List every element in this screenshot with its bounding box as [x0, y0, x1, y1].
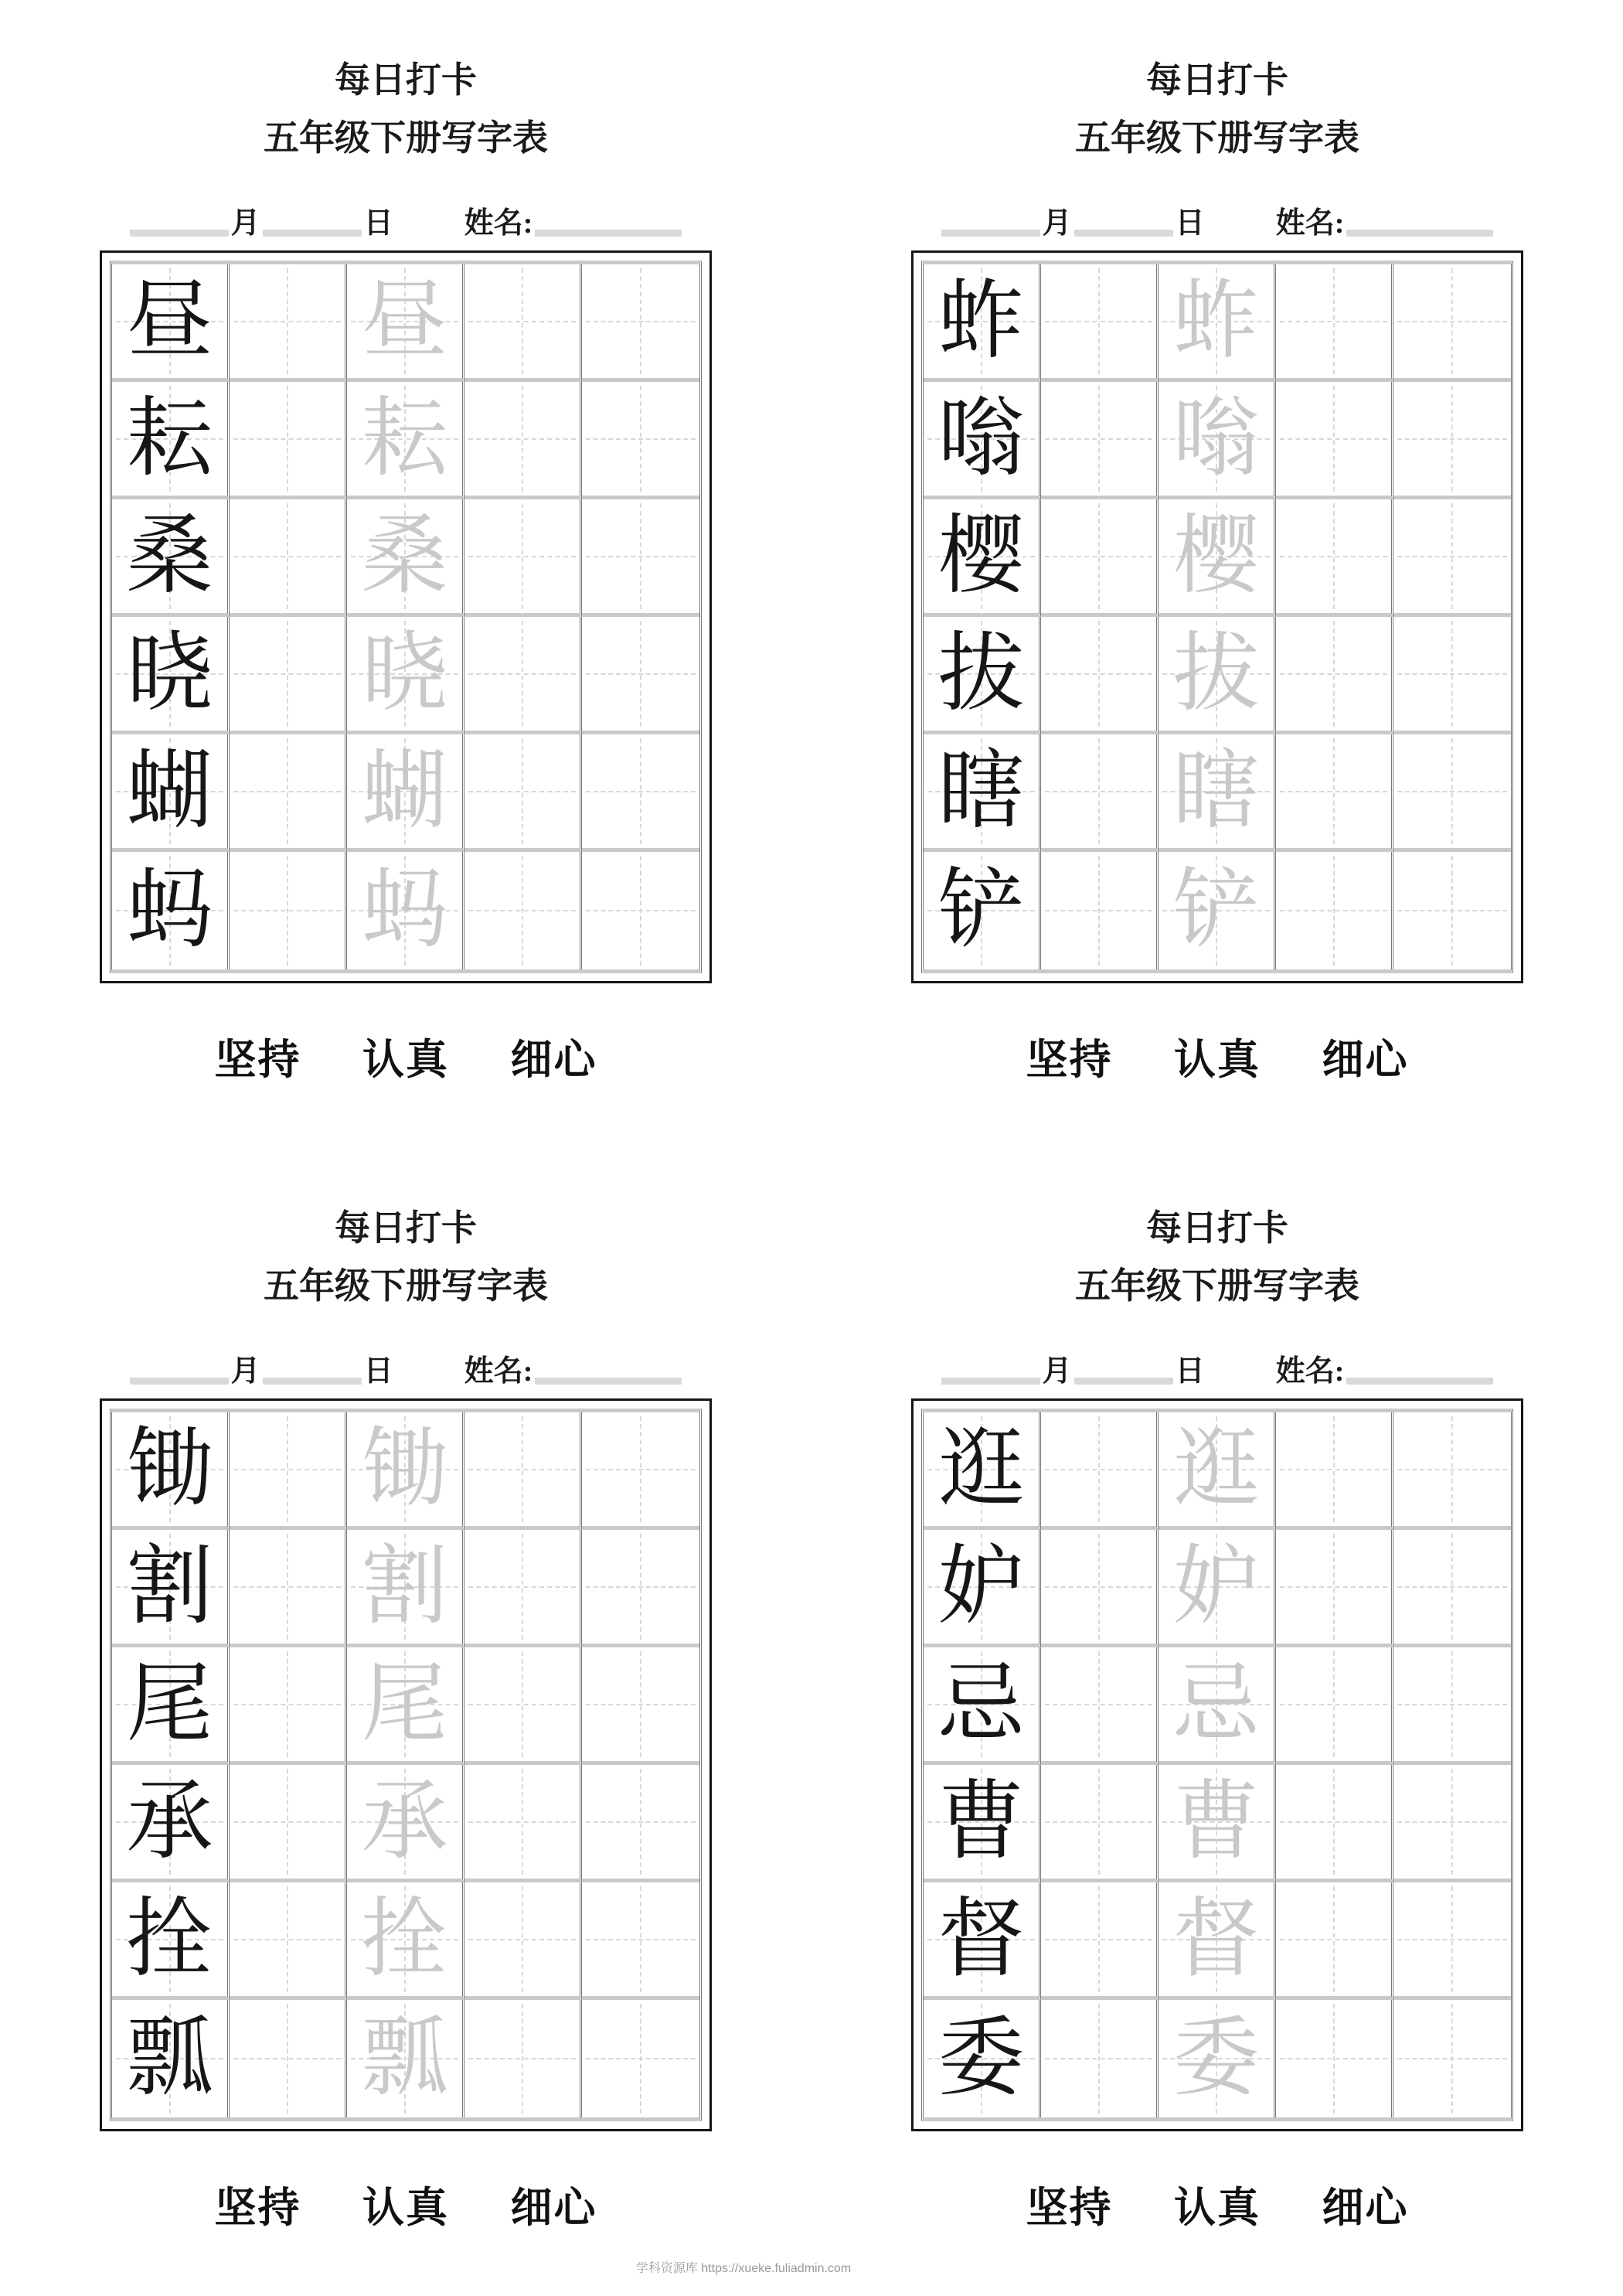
model-char-cell: [924, 1647, 1041, 1765]
month-label: 月: [1042, 1355, 1072, 1388]
practice-cell: [464, 499, 582, 617]
trace-char-cell: [1159, 1647, 1276, 1765]
practice-cell: [1393, 1647, 1511, 1765]
month-blank-line: [941, 1378, 1040, 1385]
motto-word: 坚持: [1026, 1037, 1113, 1084]
model-character: 耘: [126, 390, 213, 487]
month-blank-line: [130, 1378, 229, 1385]
model-character: 蚂: [126, 863, 213, 959]
practice-cell: [582, 2000, 699, 2117]
model-character: 锄: [126, 1421, 213, 1518]
name-label: 姓名:: [464, 207, 533, 240]
panel-top-left: [0, 0, 812, 1148]
day-blank-line: [1074, 1378, 1173, 1385]
practice-cell: [1276, 852, 1393, 969]
practice-cell: [464, 1530, 582, 1647]
practice-cell: [1393, 2000, 1511, 2117]
date-name-line: [812, 1347, 1623, 1386]
name-blank-line: [535, 230, 682, 237]
practice-cell: [1393, 1882, 1511, 2000]
panel-bottom-right: [812, 1148, 1623, 2296]
practice-cell: [1276, 1765, 1393, 1882]
panel-title: 每日打卡: [335, 60, 477, 100]
name-label: 姓名:: [1275, 1355, 1345, 1388]
panel-title: 每日打卡: [335, 1208, 477, 1248]
trace-character: 蚱: [1172, 273, 1260, 370]
trace-character: 忌: [1172, 1656, 1260, 1753]
practice-cell: [1276, 264, 1393, 382]
practice-cell: [230, 2000, 347, 2117]
day-label: 日: [363, 207, 393, 240]
model-char-cell: [924, 734, 1041, 852]
trace-character: 蝴: [361, 743, 448, 840]
trace-char-cell: [347, 382, 464, 499]
practice-cell: [464, 1412, 582, 1530]
practice-cell: [230, 499, 347, 617]
practice-cell: [464, 264, 582, 382]
trace-char-cell: [347, 1530, 464, 1647]
model-character: 忌: [937, 1656, 1025, 1753]
model-char-cell: [112, 852, 230, 969]
model-char-cell: [924, 1765, 1041, 1882]
trace-character: 拔: [1172, 625, 1260, 722]
panel-top-right: [812, 0, 1623, 1148]
day-blank-line: [263, 230, 362, 237]
trace-char-cell: [347, 499, 464, 617]
model-character: 妒: [937, 1538, 1025, 1635]
practice-cell: [1041, 499, 1159, 617]
trace-char-cell: [1159, 734, 1276, 852]
practice-cell: [1276, 499, 1393, 617]
practice-cell: [464, 734, 582, 852]
trace-char-cell: [347, 1412, 464, 1530]
practice-cell: [230, 1765, 347, 1882]
practice-cell: [464, 382, 582, 499]
trace-char-cell: [347, 1647, 464, 1765]
practice-cell: [582, 499, 699, 617]
trace-char-cell: [1159, 264, 1276, 382]
page-footer: 学科资源库 https://xueke.fuliadmin.com: [635, 2262, 852, 2275]
day-label: 日: [363, 1355, 393, 1388]
panel-bottom-left: [0, 1148, 812, 2296]
date-name-line: [0, 1347, 812, 1386]
practice-cell: [230, 734, 347, 852]
trace-char-cell: [1159, 2000, 1276, 2117]
practice-cell: [464, 1647, 582, 1765]
trace-character: 晓: [361, 625, 448, 722]
practice-cell: [1393, 1530, 1511, 1647]
practice-cell: [1393, 852, 1511, 969]
model-character: 晓: [126, 625, 213, 722]
name-blank-line: [1346, 1378, 1493, 1385]
practice-cell: [1393, 382, 1511, 499]
trace-character: 瓢: [361, 2011, 448, 2107]
model-char-cell: [112, 2000, 230, 2117]
day-label: 日: [1175, 1355, 1205, 1388]
practice-cell: [230, 617, 347, 734]
trace-character: 拴: [361, 1891, 448, 1988]
practice-grid: [921, 261, 1513, 973]
practice-cell: [582, 734, 699, 852]
practice-cell: [1393, 617, 1511, 734]
practice-cell: [1041, 1882, 1159, 2000]
motto-line: [0, 1027, 812, 1086]
motto-word: 认真: [1174, 2185, 1261, 2232]
practice-cell: [230, 382, 347, 499]
model-character: 尾: [126, 1656, 213, 1753]
date-name-line: [812, 199, 1623, 238]
name-blank-line: [535, 1378, 682, 1385]
day-label: 日: [1175, 207, 1205, 240]
model-char-cell: [924, 382, 1041, 499]
practice-cell: [582, 617, 699, 734]
practice-cell: [1041, 1765, 1159, 1882]
model-char-cell: [924, 617, 1041, 734]
practice-cell: [230, 1412, 347, 1530]
model-character: 蚱: [937, 273, 1025, 370]
practice-grid: [921, 1409, 1513, 2121]
model-character: 瞎: [937, 743, 1025, 840]
motto-word: 细心: [1322, 1037, 1409, 1084]
trace-character: 瞎: [1172, 743, 1260, 840]
model-char-cell: [924, 2000, 1041, 2117]
panel-subtitle: 五年级下册写字表: [1075, 1266, 1359, 1306]
practice-cell: [1276, 1412, 1393, 1530]
trace-char-cell: [347, 1882, 464, 2000]
model-char-cell: [924, 264, 1041, 382]
practice-cell: [582, 382, 699, 499]
model-char-cell: [924, 852, 1041, 969]
trace-character: 曹: [1172, 1773, 1260, 1870]
trace-char-cell: [1159, 499, 1276, 617]
model-char-cell: [112, 1882, 230, 2000]
practice-cell: [1393, 499, 1511, 617]
practice-cell: [230, 1647, 347, 1765]
model-character: 樱: [937, 508, 1025, 605]
practice-cell: [464, 2000, 582, 2117]
day-blank-line: [263, 1378, 362, 1385]
model-char-cell: [112, 1530, 230, 1647]
motto-word: 细心: [1322, 2185, 1409, 2232]
motto-word: 细心: [510, 1037, 597, 1084]
trace-char-cell: [1159, 1882, 1276, 2000]
motto-line: [812, 1027, 1623, 1086]
model-character: 逛: [937, 1421, 1025, 1518]
model-char-cell: [112, 264, 230, 382]
name-blank-line: [1346, 230, 1493, 237]
practice-cell: [1041, 1412, 1159, 1530]
model-char-cell: [112, 734, 230, 852]
panel-title: 每日打卡: [1146, 1208, 1288, 1248]
month-blank-line: [130, 230, 229, 237]
motto-word: 认真: [362, 1037, 449, 1084]
practice-grid: [110, 261, 702, 973]
motto-word: 认真: [1174, 1037, 1261, 1084]
practice-grid-frame: [911, 1398, 1523, 2131]
month-label: 月: [1042, 207, 1072, 240]
trace-character: 妒: [1172, 1538, 1260, 1635]
practice-cell: [582, 852, 699, 969]
practice-grid-frame: [100, 1398, 712, 2131]
trace-char-cell: [1159, 1765, 1276, 1882]
motto-word: 坚持: [1026, 2185, 1113, 2232]
model-character: 承: [126, 1773, 213, 1870]
practice-cell: [1041, 1530, 1159, 1647]
trace-character: 尾: [361, 1656, 448, 1753]
trace-character: 昼: [361, 273, 448, 370]
model-char-cell: [112, 382, 230, 499]
practice-cell: [1041, 617, 1159, 734]
practice-cell: [1393, 734, 1511, 852]
trace-char-cell: [347, 264, 464, 382]
practice-cell: [1393, 1765, 1511, 1882]
model-char-cell: [112, 1412, 230, 1530]
practice-cell: [1041, 1647, 1159, 1765]
panel-title: 每日打卡: [1146, 60, 1288, 100]
practice-cell: [1393, 264, 1511, 382]
practice-cell: [464, 617, 582, 734]
practice-cell: [464, 1765, 582, 1882]
trace-char-cell: [1159, 852, 1276, 969]
practice-cell: [1276, 1882, 1393, 2000]
trace-char-cell: [347, 852, 464, 969]
trace-char-cell: [1159, 382, 1276, 499]
month-label: 月: [230, 207, 260, 240]
practice-cell: [582, 1882, 699, 2000]
model-char-cell: [112, 1647, 230, 1765]
model-character: 拔: [937, 625, 1025, 722]
trace-character: 嗡: [1172, 390, 1260, 487]
practice-cell: [1041, 734, 1159, 852]
day-blank-line: [1074, 230, 1173, 237]
motto-line: [0, 2175, 812, 2234]
trace-character: 耘: [361, 390, 448, 487]
practice-cell: [230, 1530, 347, 1647]
practice-cell: [582, 1647, 699, 1765]
practice-grid: [110, 1409, 702, 2121]
model-char-cell: [924, 1530, 1041, 1647]
name-label: 姓名:: [464, 1355, 533, 1388]
practice-cell: [464, 852, 582, 969]
motto-line: [812, 2175, 1623, 2234]
model-character: 昼: [126, 273, 213, 370]
trace-char-cell: [347, 617, 464, 734]
model-character: 督: [937, 1891, 1025, 1988]
practice-cell: [230, 852, 347, 969]
practice-cell: [230, 264, 347, 382]
practice-cell: [230, 1882, 347, 2000]
trace-character: 逛: [1172, 1421, 1260, 1518]
trace-character: 督: [1172, 1891, 1260, 1988]
trace-character: 樱: [1172, 508, 1260, 605]
practice-cell: [582, 1412, 699, 1530]
name-label: 姓名:: [1275, 207, 1345, 240]
model-char-cell: [112, 617, 230, 734]
trace-character: 蚂: [361, 863, 448, 959]
practice-cell: [1276, 1530, 1393, 1647]
trace-character: 锄: [361, 1421, 448, 1518]
practice-cell: [464, 1882, 582, 2000]
practice-cell: [1276, 382, 1393, 499]
practice-cell: [1276, 2000, 1393, 2117]
model-character: 曹: [937, 1773, 1025, 1870]
model-character: 割: [126, 1538, 213, 1635]
practice-grid-frame: [100, 250, 712, 983]
practice-cell: [1041, 264, 1159, 382]
practice-cell: [1041, 2000, 1159, 2117]
practice-grid-frame: [911, 250, 1523, 983]
practice-cell: [1276, 734, 1393, 852]
trace-character: 委: [1172, 2011, 1260, 2107]
model-char-cell: [924, 499, 1041, 617]
trace-char-cell: [1159, 1530, 1276, 1647]
motto-word: 细心: [510, 2185, 597, 2232]
practice-cell: [1276, 1647, 1393, 1765]
model-character: 拴: [126, 1891, 213, 1988]
trace-char-cell: [1159, 617, 1276, 734]
practice-cell: [582, 264, 699, 382]
practice-cell: [1276, 617, 1393, 734]
model-character: 委: [937, 2011, 1025, 2107]
trace-character: 承: [361, 1773, 448, 1870]
trace-character: 桑: [361, 508, 448, 605]
trace-character: 割: [361, 1538, 448, 1635]
practice-cell: [1041, 852, 1159, 969]
practice-cell: [582, 1765, 699, 1882]
month-label: 月: [230, 1355, 260, 1388]
model-character: 蝴: [126, 743, 213, 840]
motto-word: 坚持: [214, 1037, 301, 1084]
trace-char-cell: [347, 1765, 464, 1882]
model-char-cell: [112, 499, 230, 617]
motto-word: 认真: [362, 2185, 449, 2232]
model-char-cell: [924, 1882, 1041, 2000]
trace-character: 铲: [1172, 863, 1260, 959]
month-blank-line: [941, 230, 1040, 237]
motto-word: 坚持: [214, 2185, 301, 2232]
practice-cell: [582, 1530, 699, 1647]
model-character: 桑: [126, 508, 213, 605]
trace-char-cell: [1159, 1412, 1276, 1530]
panel-subtitle: 五年级下册写字表: [264, 118, 548, 158]
model-char-cell: [112, 1765, 230, 1882]
trace-char-cell: [347, 734, 464, 852]
date-name-line: [0, 199, 812, 238]
trace-char-cell: [347, 2000, 464, 2117]
model-char-cell: [924, 1412, 1041, 1530]
model-character: 铲: [937, 863, 1025, 959]
practice-cell: [1393, 1412, 1511, 1530]
model-character: 嗡: [937, 390, 1025, 487]
panel-subtitle: 五年级下册写字表: [264, 1266, 548, 1306]
model-character: 瓢: [126, 2011, 213, 2107]
practice-cell: [1041, 382, 1159, 499]
panel-subtitle: 五年级下册写字表: [1075, 118, 1359, 158]
